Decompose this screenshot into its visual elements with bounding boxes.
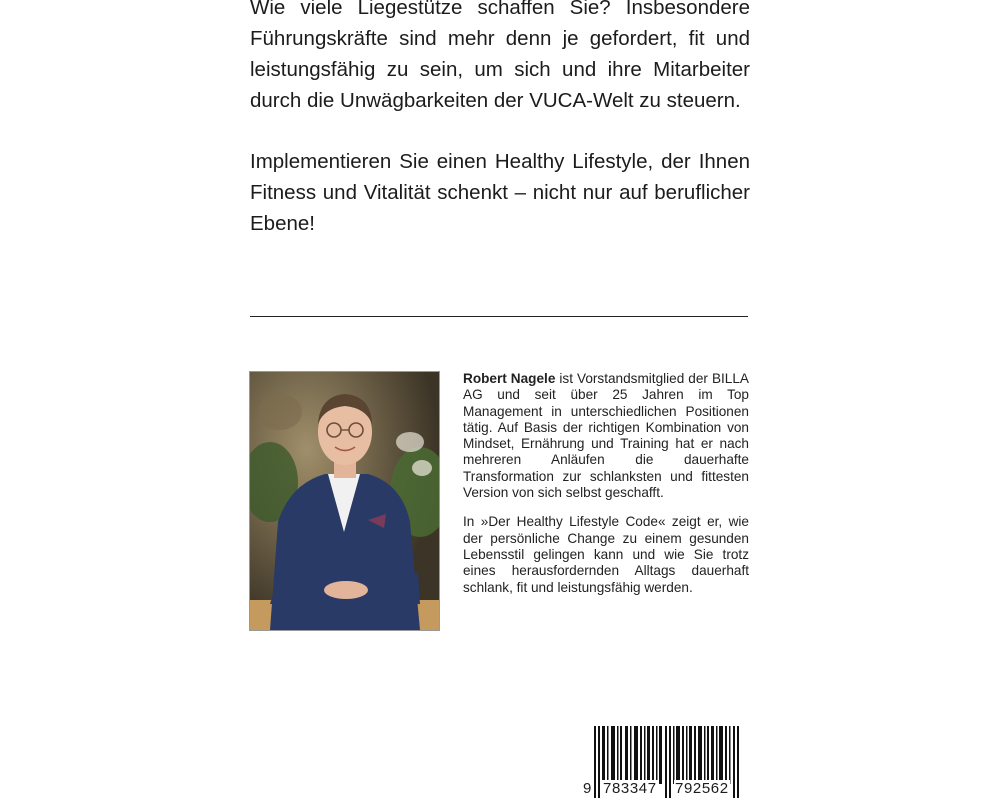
author-photo: [249, 371, 440, 631]
bio-paragraph-2: In »Der Healthy Lifestyle Code« zeigt er, wie der persönliche Change zu einem gesunden Lebensstil gelingen kann und wie Sie trotz eines herausfordernden Alltags dauerhaft schlank, fit und leistungsfähig werden.: [463, 514, 749, 595]
blurb-paragraph-2: Implementieren Sie einen Healthy Lifestyle, der Ihnen Fitness und Vitalität schenkt – nicht nur auf beruflicher Ebene!: [250, 150, 750, 235]
divider-line: [250, 316, 748, 317]
blurb-paragraph-1: Wie viele Liegestütze schaffen Sie? Insbesondere Führungskräfte sind mehr denn je gefordert, fit und leistungsfähig zu sein, um sich und ihre Mitarbeiter durch die Unwägbarkeiten der VUCA-Welt zu steuern.: [250, 0, 750, 112]
isbn-digits-right: 792562: [675, 780, 729, 797]
bio-paragraph-1: [463, 371, 749, 501]
author-bio: [463, 371, 749, 596]
author-name: Robert Nagele: [463, 371, 556, 386]
bio-paragraph-1-text: ist Vorstandsmitglied der BILLA AG und seit über 25 Jahren im Top Management in unterschiedlichen Positionen tätig. Auf Basis der richtigen Kombination von Mindset, Ernährung und Training hat er nach mehreren Anläufen die dauerhafte Transformation zur schlanksten und fittesten Version von sich selbst geschafft.: [463, 371, 749, 501]
isbn-digits-left: 783347: [603, 780, 657, 797]
back-cover-blurb: [250, 0, 750, 239]
isbn-digit-first: 9: [583, 780, 592, 797]
